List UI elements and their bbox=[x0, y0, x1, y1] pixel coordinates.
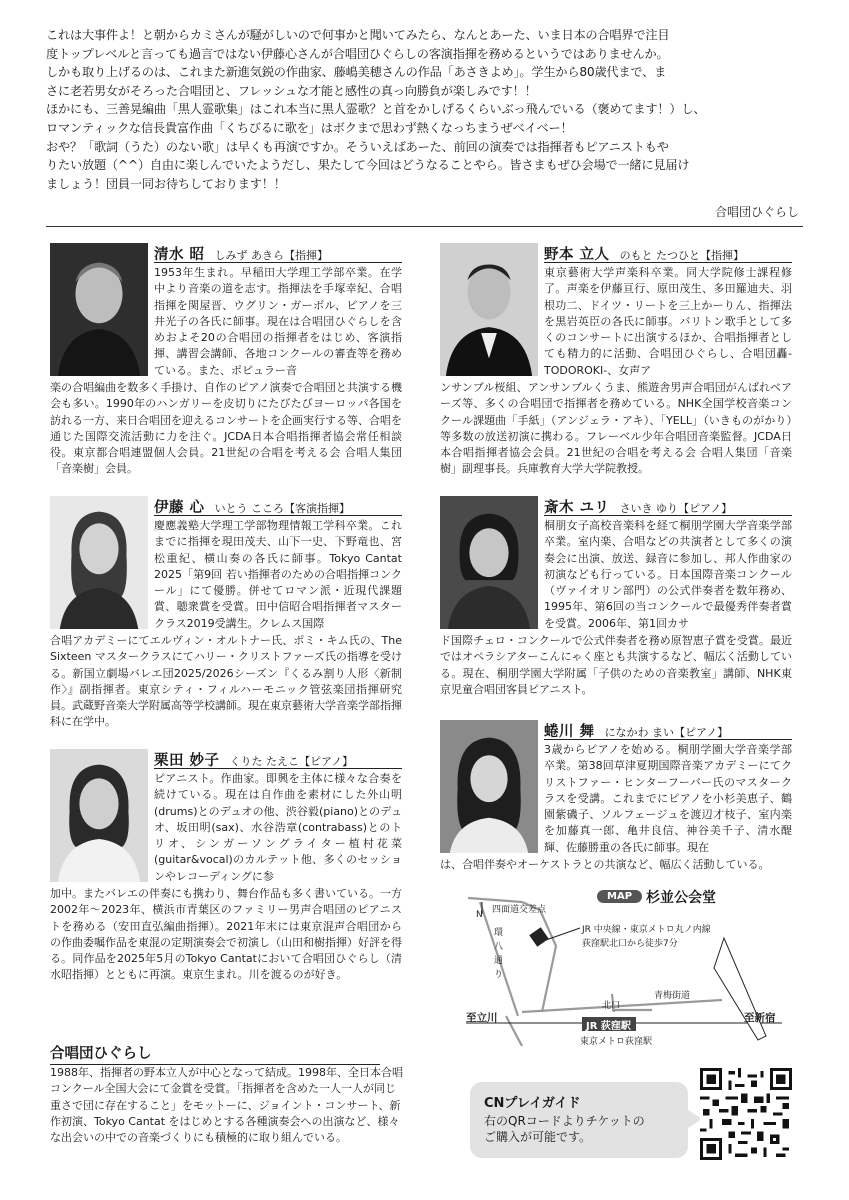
profile-bio-continued: 合唱アカデミーにてエルヴィン・オルトナー氏、ポミ・キム氏の、The Sixteen マスタークラスにてハリー・クリストファーズ氏の指導を受ける。新国立劇場バレエ団2025/2026シーズン『くるみ割り人形〈新制作〉』副指揮者。東京シティ・フィルハーモニック管弦楽団指揮研究員。武蔵野音楽大学附属高等学校講師。現在東京藝術大学音楽学部指揮科に在学中。 bbox=[50, 634, 402, 729]
label-kanpachi: 環 八 通 り bbox=[494, 928, 504, 980]
ticket-guide-callout bbox=[470, 1082, 688, 1158]
label-north-exit: 北口 bbox=[602, 1001, 621, 1011]
label-line-info: JR 中央線・東京メトロ丸ノ内線 bbox=[582, 925, 711, 935]
intro-line: ましょう！団員一同お待ちしております！！ bbox=[46, 176, 286, 191]
profile-bio: 東京藝術大学声楽科卒業。同大学院修士課程修了。声楽を伊藤亘行、原田茂生、多田羅迪夫、羽根功二、ドイツ・リートを三上かーりん、指揮法を黒岩英臣の各氏に師事。バリトン歌手として多くのコンサートに出演するほか、合唱指揮者としても精力的に活動、合唱団ひぐらし、合唱団轟-TODOROKI-、女声ア bbox=[544, 266, 792, 377]
intro-line: おや？「歌詞（うた）のない歌」は早くも再演ですか。そういえばあーた、前回の演奏では指揮者もピアニストもや bbox=[46, 139, 669, 154]
label-tachikawa: 至立川 bbox=[466, 1012, 498, 1024]
profile-nomoto bbox=[440, 243, 792, 489]
guide-title: CNプレイガイド bbox=[484, 1096, 581, 1111]
profile-kana: しみず あきら bbox=[214, 249, 285, 262]
intro-line: しかも取り上げるのは、これまた新進気鋭の作曲家、藤嶋美穂さんの作品「あさきよめ」。学生から80歳代まで、ま bbox=[46, 65, 667, 80]
guide-line: 右のQRコードよりチケットの bbox=[484, 1114, 645, 1128]
intro-line: ロマンティックな信長貴富作曲「くちびるに歌を」はボクまで思わず熱くなっちまうぜベイベー！ bbox=[46, 120, 573, 135]
map-header bbox=[597, 886, 716, 907]
profile-namebar bbox=[544, 496, 792, 516]
profile-bio-continued: 楽の合唱編曲を数多く手掛け、自作のピアノ演奏で合唱団と共演する機会も多い。1990年のハンガリーを皮切りにたびたびヨーロッパ各国を訪れる一方、来日合唱団を迎えるコンサートを企画実行する等、合唱を通じた国際交流活動に力を注ぐ。JCDA日本合唱指揮者協会常任相談役。東京都合唱連盟個人会員。21世紀の合唱を考える会 合唱人集団「音楽樹」会員。 bbox=[50, 381, 402, 476]
profile-namebar bbox=[154, 496, 402, 516]
profile-saiki bbox=[440, 496, 792, 716]
ticket-qr-code[interactable] bbox=[700, 1068, 792, 1160]
intro-line: りたい放題（^^）自由に楽しんでいたようだし、果たして今回はどうなることやら。皆さまもぜひ会場で一緒に見届け bbox=[46, 158, 690, 173]
label-walk: 荻窪駅北口から徒歩7分 bbox=[582, 939, 678, 949]
intro-line: これは大事件よ！と朝からカミさんが騒がしいので何事かと聞いてみたら、なんとあーた、いま日本の合唱界で注目 bbox=[46, 28, 670, 42]
profile-namebar bbox=[544, 720, 792, 740]
profile-name: 清水 昭 bbox=[154, 247, 205, 263]
profile-role: 【ピアノ】 bbox=[299, 755, 354, 768]
section-divider bbox=[46, 226, 803, 227]
portrait-photo bbox=[50, 496, 148, 629]
label-shinjuku: 至新宿 bbox=[744, 1012, 776, 1024]
profile-bio-continued: ンサンブル桜組、アンサンブルくうま、熊遊舎男声合唱団がんばれベアーズ等、多くの合唱団で指揮者を務めている。NHK全国学校音楽コンクール課題曲「手紙」（アンジェラ・アキ）、「YELL」（いきものがかり）等多数の放送初演に携わる。フレーベル少年合唱団音楽監督。JCDA日本合唱指揮者協会会員。21世紀の合唱を考える会 合唱人集団「音楽樹」副理事長。兵庫教育大学大学院教授。 bbox=[440, 381, 792, 476]
group-title: 合唱団ひぐらし bbox=[50, 1042, 380, 1065]
intro-line: さに老若男女がそろった合唱団と、フレッシュな才能と感性の真っ向勝負が楽しみです！！ bbox=[46, 83, 537, 98]
profile-name: 野本 立人 bbox=[544, 247, 610, 263]
profile-bio-continued: ド国際チェロ・コンクールで公式伴奏者を務め原智恵子賞を受賞。最近ではオペラシアターこんにゃく座とも共演するなど、幅広く活動している。現在、桐朋学園大学附属「子供のための音楽教室」講師、NHK東京児童合唱団客員ピアニスト。 bbox=[440, 634, 792, 696]
portrait-photo bbox=[50, 749, 148, 882]
group-description: 1988年、指揮者の野本立人が中心となって結成。1998年、全日本合唱コンクール全国大会にて金賞を受賞。「指揮者を含めた一人一人が同じ重さで団に存在すること」をモットーに、ジョイント・コンサート、新作初演、Tokyo Cantat をはじめとする各種演奏会への出演など、様々な出会いの中での音楽づくりにも積極的に取り組んでいる。 bbox=[50, 1066, 403, 1145]
map-venue-name: 杉並公会堂 bbox=[646, 889, 717, 906]
profile-role: 【客演指揮】 bbox=[284, 502, 351, 515]
profile-kana: いとう こころ bbox=[214, 502, 285, 515]
intro-signature: 合唱団ひぐらし bbox=[714, 205, 799, 219]
label-station: JR 荻窪駅 bbox=[586, 1021, 631, 1032]
profile-kurita bbox=[50, 749, 402, 1029]
portrait-photo bbox=[50, 243, 148, 376]
profile-role: 【ピアノ】 bbox=[678, 502, 733, 515]
profile-bio: 慶應義塾大学理工学部物理情報工学科卒業。これまでに指揮を現田茂夫、山下一史、下野竜也、宮松重紀、横山奏の各氏に師事。Tokyo Cantat 2025「第9回 若い指揮者のための合唱指揮コンクール」にて優勝。併せてロマン派・近現代課題賞、聴衆賞を受賞。田中信昭合唱指揮者マスタークラス2019受講生。クレムス国際 bbox=[154, 519, 402, 630]
profile-namebar bbox=[154, 243, 402, 263]
profile-name: 伊藤 心 bbox=[154, 500, 205, 516]
intro-line: 度トップレベルと言っても過言ではない伊藤心さんが合唱団ひぐらしの客演指揮を務めるというではありませんか。 bbox=[46, 46, 669, 61]
profile-ninagawa bbox=[440, 720, 792, 880]
profile-namebar bbox=[154, 749, 402, 769]
profile-kana: のもと たつひと bbox=[619, 249, 701, 262]
portrait-photo bbox=[440, 496, 538, 629]
label-metro: 東京メトロ荻窪駅 bbox=[580, 1037, 653, 1047]
profile-kana: さいき ゆり bbox=[619, 502, 679, 515]
profile-bio: 桐朋女子高校音楽科を経て桐朋学園大学音楽学部卒業。室内楽、合唱などの共演者として多くの演奏会に出演、放送、録音に参加し、邦人作曲家の初演なども行っている。日本国際音楽コンクール（ヴァイオリン部門）の公式伴奏者を数年務め、1995年、第6回の当コンクールで最優秀伴奏者賞を受賞。2006年、第1回カサ bbox=[544, 519, 792, 630]
label-intersection: 四面道交差点 bbox=[492, 905, 547, 915]
profile-role: 【ピアノ】 bbox=[674, 726, 729, 739]
portrait-photo bbox=[440, 243, 538, 376]
intro-message bbox=[46, 26, 806, 193]
map-tag: MAP bbox=[597, 890, 642, 903]
profile-role: 【指揮】 bbox=[700, 249, 745, 262]
profile-bio: ピアニスト。作曲家。即興を主体に様々な合奏を続けている。現在は自作曲を素材にした外山明(drums)とのデュオの他、渋谷毅(piano)とのデュオ、坂田明(sax)、水谷浩章(contrabass)とのトリオ、シンガーソングライター植村花菜(guitar&vocal)のカルテット他、多くのセッションやレコーディングに参 bbox=[154, 772, 402, 883]
intro-line: ほかにも、三善晃編曲「黒人霊歌集」はこれ本当に黒人霊歌？と首をかしげるくらいぶっ飛んでいる（褒めてます！）し、 bbox=[46, 102, 706, 117]
approach-road bbox=[522, 902, 556, 1012]
profile-namebar bbox=[544, 243, 792, 263]
guide-text bbox=[484, 1113, 674, 1145]
profile-ito bbox=[50, 496, 402, 742]
profile-bio: 1953年生まれ。早稲田大学理工学部卒業。在学中より音楽の道を志す。指揮法を手塚幸紀、合唱指揮を関屋晋、ウグリン・ガーボル、ピアノを三井光子の各氏に師事。現在は合唱団ひぐらしを含めおよそ20の合唱団の指揮者をはじめ、客演指揮、講習会講師、各地コンクールの審査等を務めている。また、ポピュラー音 bbox=[154, 266, 402, 377]
profile-bio: 3歳からピアノを始める。桐朋学園大学音楽学部卒業。第38回草津夏期国際音楽アカデミーにてクリストファー・ヒンターフーバー氏のマスタークラスを受講。これまでにピアノを小杉美恵子、鶴園紫磯子、ソルフェージュを渡辺才枝子、室内楽を加藤真一郎、亀井良信、神谷美千子、清水醍輝、佐藤勝重の各氏に師事。現在 bbox=[544, 743, 792, 854]
profile-bio-continued: 加中。またバレエの伴奏にも携わり、舞台作品も多く書いている。一方2002年〜2023年、横浜市青葉区のファミリー男声合唱団のピアニストを務める（安田直弘編曲指揮）。2021年末には東京混声合唱団からの作曲委嘱作品を東混の定期演奏会で初演し（山田和樹指揮）好評を得る。同作品を2025年5月のTokyo Cantatにおいて合唱団ひぐらし（清水昭指揮）とともに再演。東京生まれ。川を渡るのが好き。 bbox=[50, 887, 402, 982]
profile-name: 栗田 妙子 bbox=[154, 753, 220, 769]
profile-kana: くりた たえこ bbox=[229, 755, 300, 768]
north-marker: N bbox=[476, 910, 483, 920]
guide-line: ご購入が可能です。 bbox=[484, 1130, 592, 1144]
profile-bio-continued: は、合唱伴奏やオーケストラとの共演など、幅広く活動している。 bbox=[440, 858, 770, 871]
profile-name: 斎木 ユリ bbox=[544, 500, 610, 516]
label-ome-kaido: 青梅街道 bbox=[654, 991, 691, 1001]
venue-marker bbox=[529, 927, 548, 946]
portrait-photo bbox=[440, 720, 538, 853]
access-map bbox=[462, 886, 792, 1066]
profile-name: 蜷川 舞 bbox=[544, 724, 595, 740]
profile-role: 【指揮】 bbox=[284, 249, 329, 262]
profile-shimizu bbox=[50, 243, 402, 489]
profile-kana: になかわ まい bbox=[604, 726, 675, 739]
